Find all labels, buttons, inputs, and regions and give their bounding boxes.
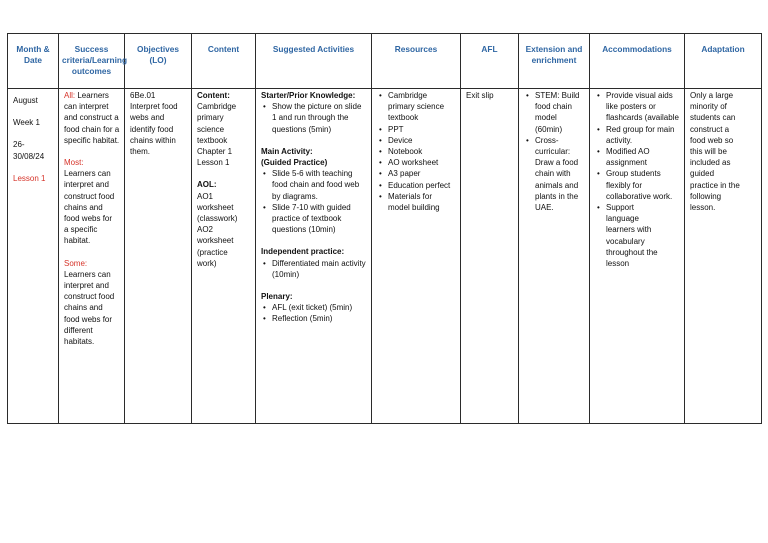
list-item: • AO worksheet: [388, 157, 456, 168]
main-list: [261, 168, 367, 235]
list-item: • Show the picture on slide 1 and run through the questions (5min): [272, 101, 367, 135]
plenary-list: [261, 302, 367, 324]
objective-text: Interpret food webs and identify food chains within them.: [130, 102, 178, 157]
main-subheading: (Guided Practice): [261, 158, 328, 168]
header-suggested-activities: Suggested Activities: [256, 34, 372, 89]
list-item: • Cambridge primary science textbook: [388, 90, 456, 124]
cell-objectives: [125, 89, 192, 424]
lesson-plan-table: [7, 33, 762, 424]
extension-list: [524, 90, 585, 213]
resources-list: [377, 90, 456, 213]
header-resources: Resources: [372, 34, 461, 89]
plenary-heading: Plenary:: [261, 292, 293, 302]
header-adaptation: Adaptation: [685, 34, 762, 89]
list-item: • Reflection (5min): [272, 313, 367, 324]
list-item: • Materials for model building: [388, 191, 456, 213]
list-item: • Education perfect: [388, 180, 456, 191]
cell-adaptation: [685, 89, 762, 424]
cell-success-criteria: [59, 89, 125, 424]
list-item: • Slide 7-10 with guided practice of textbook questions (10min): [272, 202, 367, 236]
list-item: • Support language learners with vocabulary throughout the lesson: [606, 202, 666, 269]
header-accommodations: Accommodations: [590, 34, 685, 89]
starter-heading: Starter/Prior Knowledge:: [261, 91, 356, 100]
header-content: Content: [192, 34, 256, 89]
list-item: • Slide 5-6 with teaching food chain and food web by diagrams.: [272, 168, 367, 202]
criteria-most-text: Learners can interpret and construct food chains and food webs for a specific habitat.: [64, 169, 115, 246]
criteria-some-text: Learners can interpret and construct food chains and food webs for different habitats.: [64, 269, 115, 347]
list-item: • STEM: Build food chain model (60min): [535, 90, 585, 135]
header-success-criteria: Success criteria/Learning outcomes: [59, 34, 125, 89]
header-extension: Extension and enrichment: [519, 34, 590, 89]
week-text: Week 1: [13, 118, 40, 128]
list-item: • Notebook: [388, 146, 456, 157]
accommodations-list: [595, 90, 680, 269]
cell-month-date: [8, 89, 59, 424]
header-afl: AFL: [461, 34, 519, 89]
cell-accommodations: [590, 89, 685, 424]
lesson-row: [8, 89, 762, 424]
cell-resources: [372, 89, 461, 424]
cell-afl: [461, 89, 519, 424]
list-item: • PPT: [388, 124, 456, 135]
independent-list: [261, 258, 367, 280]
list-item: • Group students flexibly for collaborative work.: [606, 168, 680, 202]
header-objectives: Objectives (LO): [125, 34, 192, 89]
list-item: • Red group for main activity.: [606, 124, 680, 146]
content-heading: Content:: [197, 91, 230, 100]
criteria-some-label: Some:: [64, 258, 88, 268]
list-item: • Cross-curricular: Draw a food chain with animals and plants in the UAE.: [535, 135, 585, 213]
list-item: • AFL (exit ticket) (5min): [272, 302, 367, 313]
aol-text: AO1 worksheet (classwork) AO2 worksheet (practice work): [197, 191, 238, 268]
header-row: [8, 34, 762, 89]
list-item: • Modified AO assignment: [606, 146, 680, 168]
criteria-most-label: Most:: [64, 158, 84, 168]
criteria-all-text: Learners can interpret and construct a food chain for a specific habitat.: [64, 91, 120, 145]
criteria-all-label: All:: [64, 91, 76, 100]
list-item: • Device: [388, 135, 456, 146]
lesson-number: Lesson 1: [13, 173, 46, 183]
list-item: • A3 paper: [388, 168, 456, 179]
cell-extension: [519, 89, 590, 424]
list-item: • Provide visual aids like posters or flashcards (available: [606, 90, 680, 124]
cell-content: [192, 89, 256, 424]
starter-list: [261, 101, 367, 135]
list-item: • Differentiated main activity (10min): [272, 258, 367, 280]
independent-heading: Independent practice:: [261, 247, 345, 257]
cell-suggested-activities: [256, 89, 372, 424]
month-text: August: [13, 96, 38, 105]
adaptation-text: Only a large minority of students can construct a food web so this will be included as guided practice in the following lesson.: [690, 91, 740, 213]
header-month-date: Month & Date: [8, 34, 59, 89]
objective-code: 6Be.01: [130, 91, 156, 100]
content-text: Cambridge primary science textbook Chapter 1 Lesson 1: [197, 102, 237, 168]
afl-text: Exit slip: [466, 91, 494, 100]
dates-text: 26-30/08/24: [13, 140, 45, 161]
main-heading: Main Activity:: [261, 146, 313, 156]
criteria-all: [64, 90, 120, 146]
aol-heading: AOL:: [197, 180, 217, 190]
